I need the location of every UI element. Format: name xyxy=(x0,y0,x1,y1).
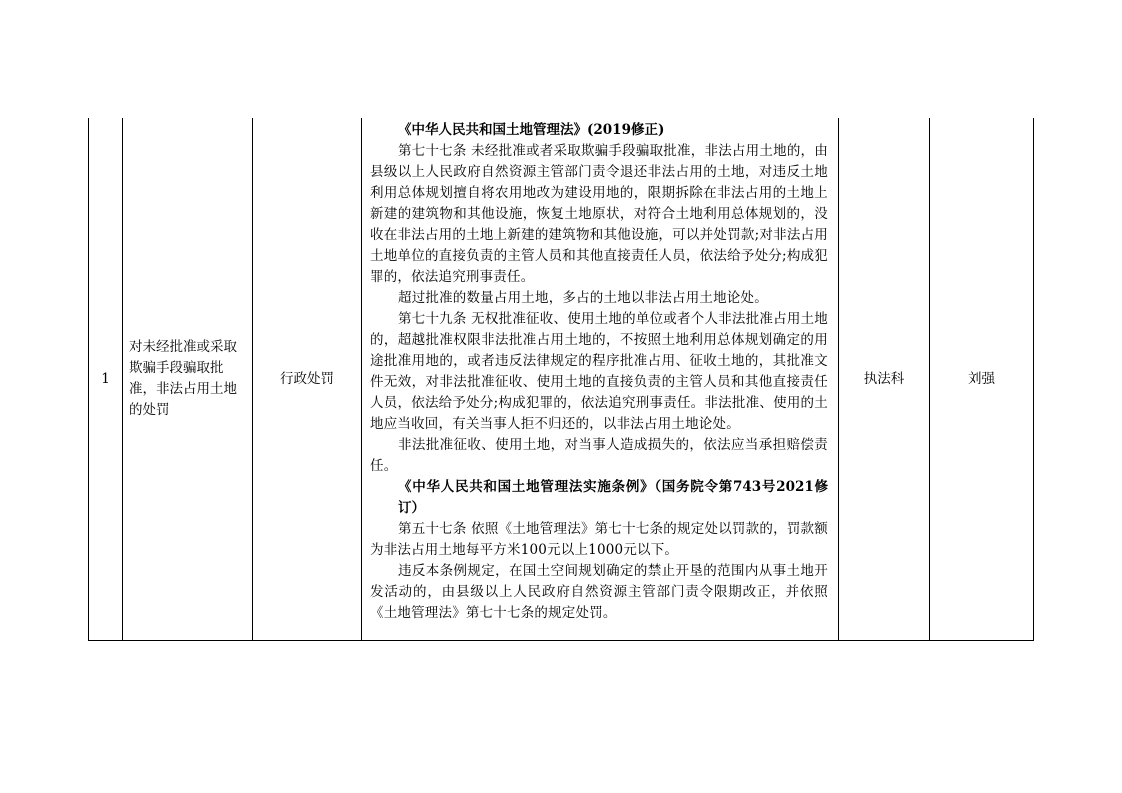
item-name: 对未经批准或采取欺骗手段骗取批准，非法占用土地的处罚 xyxy=(129,339,237,418)
legal-basis-cell xyxy=(362,118,839,641)
regulation-paragraph: 第五十七条 依照《土地管理法》第七十七条的规定处以罚款的，罚款额为非法占用土地每平方米100元以上1000元以下。 xyxy=(370,521,828,558)
row-number: 1 xyxy=(89,118,123,641)
responsible-department: 执法科 xyxy=(839,118,930,641)
item-name-cell xyxy=(123,118,253,641)
law-paragraph: 超过批准的数量占用土地，多占的土地以非法占用土地论处。 xyxy=(398,290,768,306)
penalty-type: 行政处罚 xyxy=(253,118,362,641)
regulation-title: 《中华人民共和国土地管理法实施条例》（国务院令第743号2021修订） xyxy=(398,479,828,516)
table-row xyxy=(89,118,1034,641)
regulation-paragraph: 违反本条例规定，在国土空间规划确定的禁止开垦的范围内从事土地开发活动的，由县级以上人民政府自然资源主管部门责令限期改正，并依照《土地管理法》第七十七条的规定处罚。 xyxy=(370,563,828,621)
legal-basis xyxy=(370,118,828,624)
responsible-person: 刘强 xyxy=(930,118,1034,641)
law-paragraph: 第七十七条 未经批准或者采取欺骗手段骗取批准，非法占用土地的，由县级以上人民政府自然资源主管部门责令退还非法占用的土地，对违反土地利用总体规划擅自将农用地改为建设用地的，限期拆除在非法占用的土地上新建的建筑物和其他设施，恢复土地原状，对符合土地利用总体规划的，没收在非法占用的土地上新建的建筑物和其他设施，可以并处罚款;对非法占用土地单位的直接负责的主管人员和其他直接责任人员，依法给予处分;构成犯罪的，依法追究刑事责任。 xyxy=(370,143,828,285)
law-paragraph: 非法批准征收、使用土地，对当事人造成损失的，依法应当承担赔偿责任。 xyxy=(370,437,828,474)
law-paragraph: 第七十九条 无权批准征收、使用土地的单位或者个人非法批准占用土地的，超越批准权限非法批准占用土地的，不按照土地利用总体规划确定的用途批准用地的，或者违反法律规定的程序批准占用、征收土地的，其批准文件无效，对非法批准征收、使用土地的直接负责的主管人员和其他直接责任人员，依法给予处分;构成犯罪的，依法追究刑事责任。非法批准、使用的土地应当收回，有关当事人拒不归还的，以非法占用土地论处。 xyxy=(370,311,828,432)
law-title: 《中华人民共和国土地管理法》(2019修正) xyxy=(398,122,665,138)
penalty-table xyxy=(88,118,1034,641)
